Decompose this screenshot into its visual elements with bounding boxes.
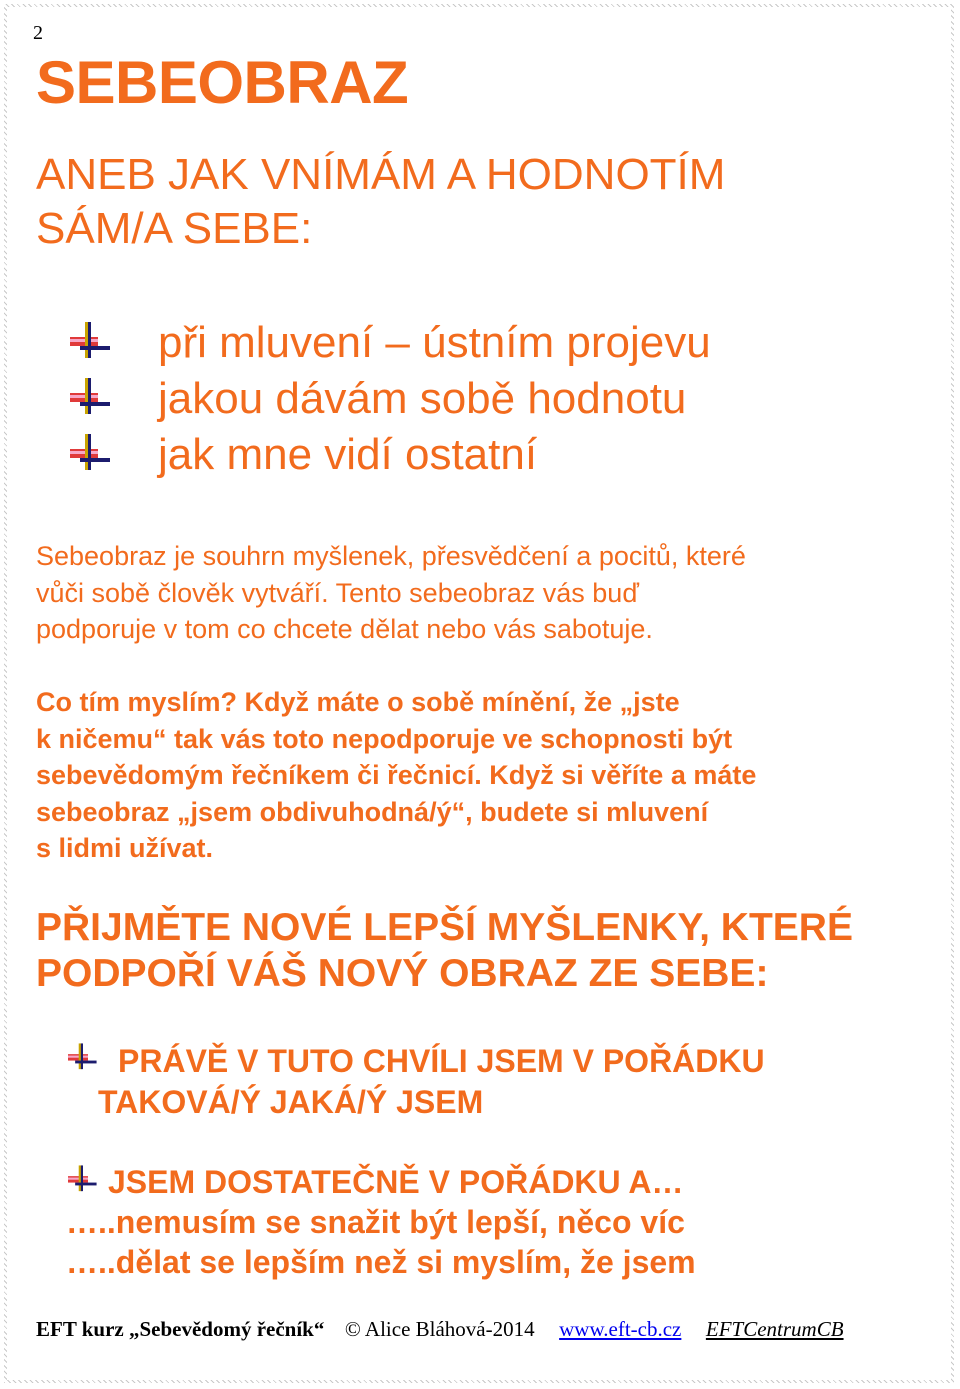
bullet-item-1: při mluvení – ústním projevu <box>158 318 711 367</box>
footer-website-link[interactable]: www.eft-cb.cz <box>559 1317 682 1341</box>
paragraph-line: k ničemu“ tak vás toto nepodporuje ve schopnosti být <box>36 723 733 754</box>
explanation-paragraph <box>36 684 756 867</box>
paragraph-line: sebevědomým řečníkem či řečnicí. Když si věříte a máte <box>36 760 757 790</box>
intro-paragraph <box>36 538 746 648</box>
bullet-icon <box>68 376 114 418</box>
paragraph-line: Co tím myslím? Když máte o sobě mínění, že „jste <box>36 687 680 717</box>
affirmation-2-line-3: …..dělat se lepším než si myslím, že jsem <box>66 1244 696 1280</box>
paragraph-line: s lidmi užívat. <box>36 833 214 863</box>
affirmation-2-line-2: …..nemusím se snažit být lepší, něco víc <box>66 1204 685 1240</box>
headline-line-2: PODPOŘÍ VÁŠ NOVÝ OBRAZ ZE SEBE: <box>36 952 769 995</box>
section-headline <box>36 905 853 997</box>
footer-copyright: © Alice Bláhová-2014 <box>344 1317 535 1341</box>
affirmation-1-line-1: PRÁVĚ V TUTO CHVÍLI JSEM V POŘÁDKU <box>118 1043 765 1079</box>
page-title: SEBEOBRAZ <box>36 49 409 116</box>
headline-line-1: PŘIJMĚTE NOVÉ LEPŠÍ MYŠLENKY, KTERÉ <box>36 906 853 949</box>
paragraph-line: vůči sobě člověk vytváří. Tento sebeobraz vás buď <box>36 577 639 608</box>
page-footer <box>36 1317 844 1342</box>
affirmation-1-line-2: TAKOVÁ/Ý JAKÁ/Ý JSEM <box>98 1084 484 1120</box>
bullet-item-3: jak mne vidí ostatní <box>158 430 538 479</box>
paragraph-line: Sebeobraz je souhrn myšlenek, přesvědčení a pocitů, které <box>36 541 746 571</box>
subtitle-line-1: ANEB JAK VNÍMÁM A HODNOTÍM <box>36 150 726 199</box>
paragraph-line: podporuje v tom co chcete dělat nebo vás sabotuje. <box>36 614 653 644</box>
bullet-icon <box>66 1164 100 1194</box>
bullet-icon <box>68 320 114 362</box>
bullet-icon <box>66 1042 100 1072</box>
page-subtitle <box>36 148 725 256</box>
subtitle-line-2: SÁM/A SEBE: <box>36 204 313 253</box>
paragraph-line: sebeobraz „jsem obdivuhodná/ý“, budete si mluvení <box>36 796 709 827</box>
bullet-icon <box>68 432 114 474</box>
bullet-item-2: jakou dávám sobě hodnotu <box>158 374 687 423</box>
footer-course: EFT kurz „Sebevědomý řečník“ <box>36 1317 325 1341</box>
footer-brand-link[interactable]: EFTCentrumCB <box>705 1317 844 1341</box>
page-number: 2 <box>33 22 43 44</box>
affirmation-2-line-1: JSEM DOSTATEČNĚ V POŘÁDKU A… <box>108 1164 684 1200</box>
